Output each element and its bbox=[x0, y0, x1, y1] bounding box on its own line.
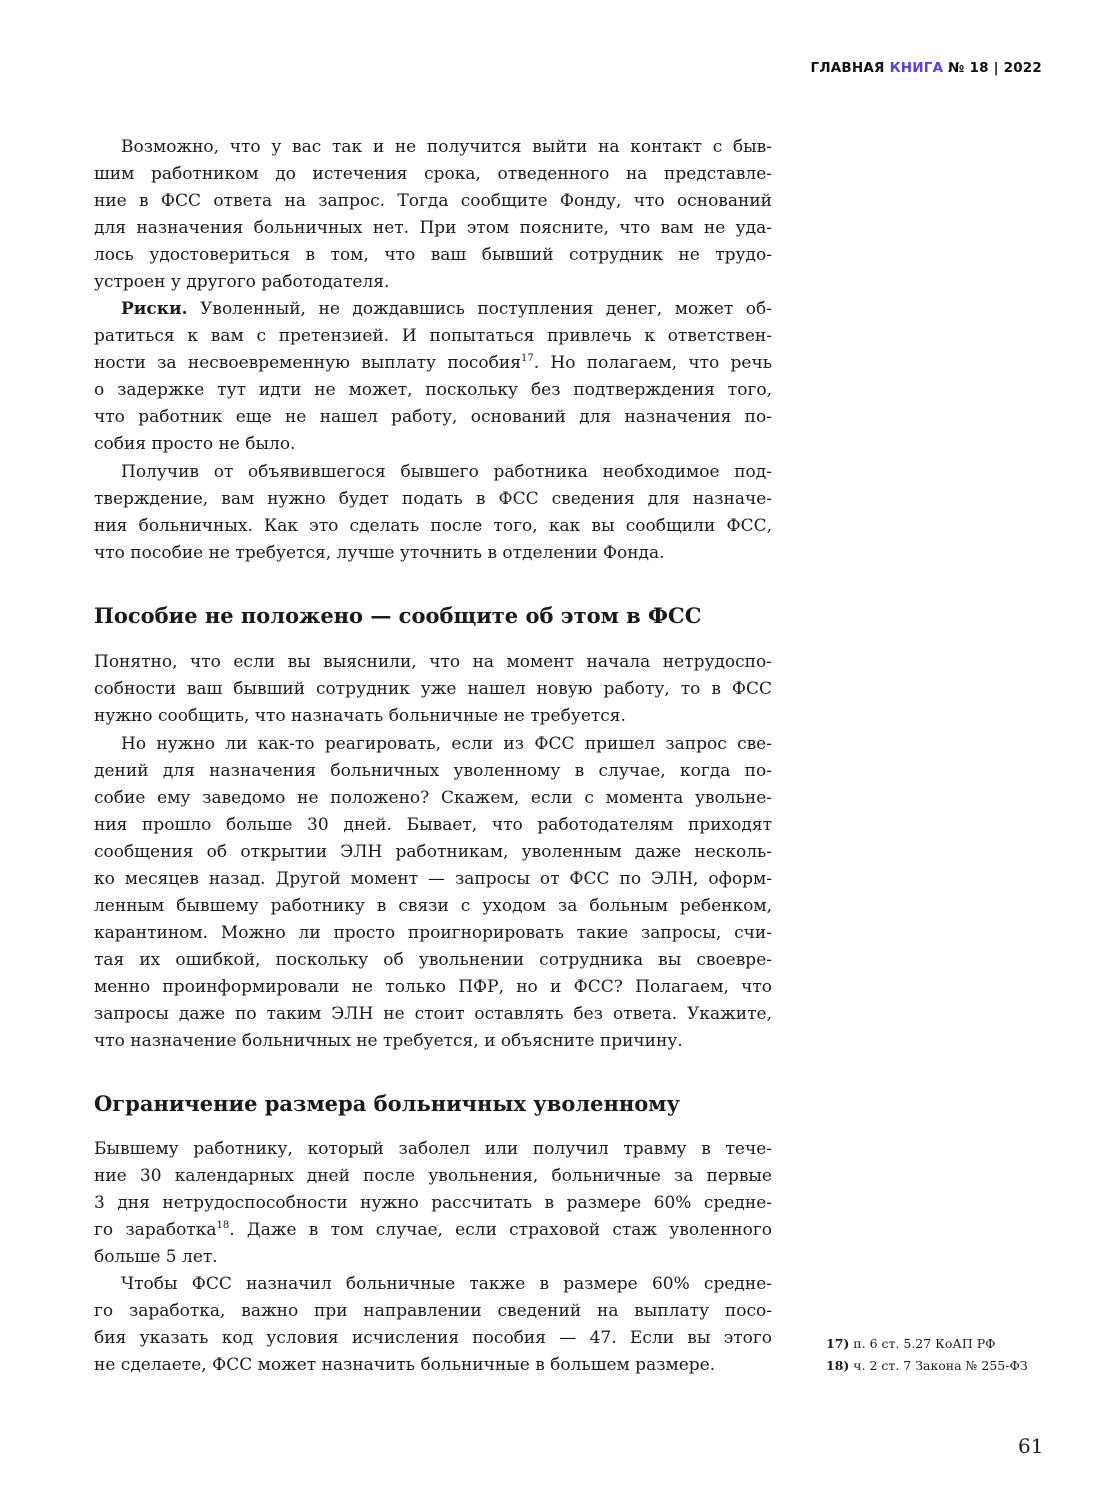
text-line bbox=[94, 350, 772, 377]
text-line bbox=[94, 1163, 772, 1190]
text-line bbox=[94, 134, 772, 161]
text-line bbox=[94, 486, 772, 513]
text-line bbox=[94, 676, 772, 703]
text-run: тверждение, вам нужно будет подать в ФСС сведения для назначе- bbox=[94, 489, 772, 509]
text-line bbox=[94, 269, 772, 296]
text-line bbox=[94, 1028, 772, 1055]
text-run: менно проинформировали не только ПФР, но и ФСС? Полагаем, что bbox=[94, 977, 772, 997]
text-line bbox=[94, 1244, 772, 1271]
text-run: Бывшему работнику, который заболел или получил травму в тече- bbox=[94, 1139, 772, 1159]
text-line bbox=[94, 758, 772, 785]
footnote-number: 17) bbox=[826, 1336, 850, 1351]
text-run: го заработка bbox=[94, 1220, 217, 1240]
paragraph bbox=[94, 134, 772, 296]
text-run: бия указать код условия исчисления пособия — 47. Если вы этого bbox=[94, 1328, 772, 1348]
text-run: что пособие не требуется, лучше уточнить в отделении Фонда. bbox=[94, 543, 665, 563]
text-run: шим работником до истечения срока, отведенного на представле- bbox=[94, 164, 772, 184]
text-line bbox=[94, 215, 772, 242]
text-line bbox=[94, 839, 772, 866]
running-header bbox=[811, 60, 1042, 76]
footnote-reference: 18 bbox=[216, 1220, 230, 1231]
text-line bbox=[94, 920, 772, 947]
text-run: ние в ФСС ответа на запрос. Тогда сообщите Фонду, что оснований bbox=[94, 191, 772, 211]
footnote-number: 18) bbox=[826, 1358, 850, 1373]
text-line bbox=[94, 540, 772, 567]
text-run: 3 дня нетрудоспособности нужно рассчитать в размере 60% средне- bbox=[94, 1193, 772, 1213]
paragraph bbox=[94, 731, 772, 1055]
text-run: устроен у другого работодателя. bbox=[94, 272, 390, 292]
text-run: что работник еще не нашел работу, оснований для назначения по- bbox=[94, 407, 772, 427]
text-line bbox=[94, 1352, 772, 1379]
text-run: о задержке тут идти не может, поскольку без подтверждения того, bbox=[94, 380, 772, 400]
text-line bbox=[94, 513, 772, 540]
text-run: Но нужно ли как-то реагировать, если из ФСС пришел запрос све- bbox=[121, 734, 772, 754]
text-run: что назначение больничных не требуется, и объясните причину. bbox=[94, 1031, 683, 1051]
text-run: собия просто не было. bbox=[94, 434, 296, 454]
footnote bbox=[826, 1355, 1028, 1377]
text-line bbox=[94, 947, 772, 974]
text-run: Возможно, что у вас так и не получится выйти на контакт с быв- bbox=[121, 137, 772, 157]
text-run: . Но полагаем, что речь bbox=[533, 353, 772, 373]
text-line bbox=[94, 188, 772, 215]
text-run: для назначения больничных нет. При этом поясните, что вам не уда- bbox=[94, 218, 772, 238]
text-run: Понятно, что если вы выяснили, что на момент начала нетрудоспо- bbox=[94, 652, 772, 672]
text-run: ния прошло больше 30 дней. Бывает, что работодателям приходят bbox=[94, 815, 772, 835]
text-run: ние 30 календарных дней после увольнения, больничные за первые bbox=[94, 1166, 772, 1186]
text-run: не сделаете, ФСС может назначить больничные в большем размере. bbox=[94, 1355, 716, 1375]
text-line bbox=[94, 812, 772, 839]
text-run: сообщения об открытии ЭЛН работникам, уволенным даже несколь- bbox=[94, 842, 772, 862]
section-heading: Пособие не положено — сообщите об этом в ФСС bbox=[94, 603, 702, 628]
text-run: ности за несвоевременную выплату пособия bbox=[94, 353, 521, 373]
text-line bbox=[94, 323, 772, 350]
text-line bbox=[94, 161, 772, 188]
text-run: тая их ошибкой, поскольку об увольнении сотрудника вы своевре- bbox=[94, 950, 772, 970]
footnote bbox=[826, 1333, 996, 1355]
paragraph bbox=[94, 296, 772, 458]
section-heading: Ограничение размера больничных уволенному bbox=[94, 1091, 680, 1116]
text-run: собности ваш бывший сотрудник уже нашел новую работу, то в ФСС bbox=[94, 679, 772, 699]
bold-lead-in: Риски. bbox=[121, 299, 188, 319]
text-line bbox=[94, 1325, 772, 1352]
text-line bbox=[94, 377, 772, 404]
text-run: запросы даже по таким ЭЛН не стоит оставлять без ответа. Укажите, bbox=[94, 1004, 772, 1024]
text-run: карантином. Можно ли просто проигнорировать такие запросы, счи- bbox=[94, 923, 772, 943]
paragraph bbox=[94, 649, 772, 730]
text-line bbox=[94, 731, 772, 758]
text-run: Получив от объявившегося бывшего работника необходимое под- bbox=[121, 462, 772, 482]
text-line bbox=[94, 242, 772, 269]
footnote-text: ч. 2 ст. 7 Закона № 255-ФЗ bbox=[853, 1358, 1028, 1373]
brand-name: ГЛАВНАЯ bbox=[810, 60, 885, 76]
text-run: . Даже в том случае, если страховой стаж уволенного bbox=[229, 1220, 772, 1240]
page-number: 61 bbox=[1018, 1434, 1044, 1458]
text-run: дений для назначения больничных уволенному в случае, когда по- bbox=[94, 761, 772, 781]
paragraph bbox=[94, 1271, 772, 1379]
text-line bbox=[94, 1136, 772, 1163]
text-line bbox=[94, 431, 772, 458]
text-run: собие ему заведомо не положено? Скажем, если с момента увольне- bbox=[94, 788, 772, 808]
text-line bbox=[94, 649, 772, 676]
text-line bbox=[94, 1298, 772, 1325]
text-line bbox=[94, 893, 772, 920]
text-run: ния больничных. Как это сделать после того, как вы сообщили ФСС, bbox=[94, 516, 772, 536]
text-line bbox=[94, 785, 772, 812]
issue-number: № 18 | 2022 bbox=[948, 60, 1042, 76]
text-line bbox=[94, 459, 772, 486]
paragraph bbox=[94, 1136, 772, 1271]
text-run: ратиться к вам с претензией. И попытаться привлечь к ответствен- bbox=[94, 326, 772, 346]
text-run: Уволенный, не дождавшись поступления денег, может об- bbox=[187, 299, 772, 319]
text-run: нужно сообщить, что назначать больничные не требуется. bbox=[94, 706, 626, 726]
text-line bbox=[94, 974, 772, 1001]
text-line bbox=[94, 703, 772, 730]
text-run: ко месяцев назад. Другой момент — запросы от ФСС по ЭЛН, оформ- bbox=[94, 869, 772, 889]
text-run: больше 5 лет. bbox=[94, 1247, 218, 1267]
text-line bbox=[94, 404, 772, 431]
text-line bbox=[94, 866, 772, 893]
text-line bbox=[94, 1217, 772, 1244]
footnote-text: п. 6 ст. 5.27 КоАП РФ bbox=[853, 1336, 996, 1351]
text-line bbox=[94, 1190, 772, 1217]
text-line bbox=[94, 1001, 772, 1028]
text-run: лось удостовериться в том, что ваш бывший сотрудник не трудо- bbox=[94, 245, 772, 265]
text-run: ленным бывшему работнику в связи с уходом за больным ребенком, bbox=[94, 896, 772, 916]
text-run: Чтобы ФСС назначил больничные также в размере 60% средне- bbox=[121, 1274, 772, 1294]
text-line bbox=[94, 1271, 772, 1298]
text-line bbox=[94, 296, 772, 323]
brand-name-accent: КНИГА bbox=[889, 60, 944, 76]
footnote-reference: 17 bbox=[520, 353, 534, 364]
text-run: го заработка, важно при направлении сведений на выплату посо- bbox=[94, 1301, 772, 1321]
paragraph bbox=[94, 459, 772, 567]
